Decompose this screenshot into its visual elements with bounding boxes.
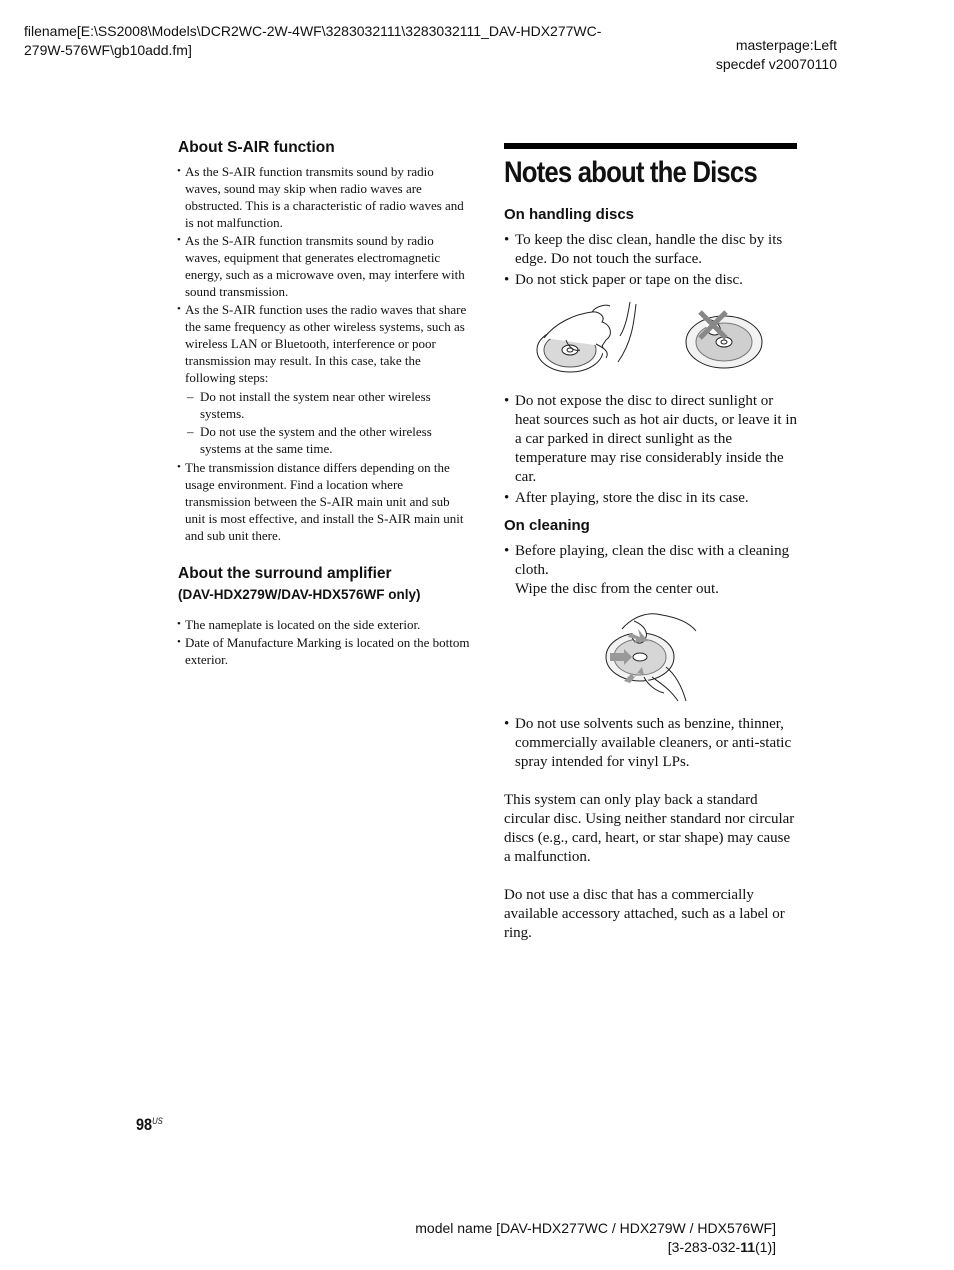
list-item — [504, 542, 798, 599]
sair-steps-list — [185, 388, 472, 457]
list-item: • The nameplate is located on the side exterior. — [178, 616, 472, 633]
list-item-text: As the S-AIR function uses the radio waves that share the same frequency as other wireless systems, such as wireless LAN or Bluetooth, interference or poor transmission may result. In this case, take the following steps: — [185, 302, 467, 385]
page-number-suffix: US — [152, 1116, 163, 1126]
list-item-text: Before playing, clean the disc with a cleaning cloth. — [515, 543, 790, 578]
accessory-note: Do not use a disc that has a commercially available accessory attached, such as a label or ring. — [504, 887, 785, 941]
part-code-bold: 11 — [740, 1239, 755, 1255]
disc-cleaning-drawing — [604, 607, 704, 703]
title-rule — [504, 143, 797, 149]
step-item: – Do not install the system near other wireless systems. — [185, 388, 472, 422]
page-number-value: 98 — [136, 1115, 153, 1134]
disc-handling-illustration — [536, 300, 776, 380]
part-code — [415, 1238, 776, 1257]
right-column — [504, 143, 798, 943]
list-item: • As the S-AIR function transmits sound by radio waves, equipment that generates electromagnetic energy, such as a microwave oven, may interfere with sound transmission. — [178, 232, 472, 300]
left-column — [178, 138, 472, 669]
hand-holding-disc-icon — [537, 302, 636, 372]
model-name: model name [DAV-HDX277WC / HDX279W / HDX576WF] — [415, 1220, 776, 1236]
part-code-suffix: (1)] — [755, 1239, 776, 1255]
page-title: Notes about the Discs — [504, 156, 757, 189]
disc-shape-note: This system can only play back a standard circular disc. Using neither standard nor circular discs (e.g., card, heart, or star shape) may cause a malfunction. — [504, 792, 795, 865]
list-item: • The transmission distance differs depending on the usage environment. Find a location where transmission between the S-AIR main unit and sub unit is most effective, and install the S-AIR main unit and sub unit there. — [178, 459, 472, 544]
amplifier-subheading: (DAV-HDX279W/DAV-HDX576WF only) — [178, 587, 421, 602]
part-code-prefix: [3-283-032- — [667, 1239, 741, 1255]
list-item — [178, 301, 472, 457]
sair-list — [178, 163, 472, 544]
no-touch-disc-icon — [686, 312, 762, 368]
step-item: – Do not use the system and the other wireless systems at the same time. — [185, 423, 472, 457]
list-item: • As the S-AIR function transmits sound by radio waves, sound may skip when radio waves are obstructed. This is a characteristic of radio waves and is not malfunction. — [178, 163, 472, 231]
amplifier-heading: About the surround amplifier — [178, 565, 392, 582]
list-item: • Do not stick paper or tape on the disc. — [504, 271, 798, 290]
list-item: • Date of Manufacture Marking is located on the bottom exterior. — [178, 634, 472, 668]
cleaning-list-b — [504, 715, 798, 772]
file-path-header — [24, 22, 644, 60]
handling-list-b — [504, 392, 798, 508]
list-item: • After playing, store the disc in its case. — [504, 489, 798, 508]
file-path-line-1: filename[E:\SS2008\Models\DCR2WC-2W-4WF\3283032111\3283032111_DAV-HDX277WC- — [24, 23, 602, 39]
list-item: • Do not use solvents such as benzine, thinner, commercially available cleaners, or anti-static spray intended for vinyl LPs. — [504, 715, 798, 772]
list-item: • Do not expose the disc to direct sunlight or heat sources such as hot air ducts, or leave it in a car parked in direct sunlight as the temperature may rise considerably inside the car. — [504, 392, 798, 487]
masterpage-label: masterpage:Left — [735, 37, 837, 53]
amplifier-list — [178, 616, 472, 668]
page-number — [136, 1115, 163, 1135]
handling-heading: On handling discs — [504, 206, 635, 223]
disc-handling-drawing — [536, 300, 776, 380]
sair-heading: About S-AIR function — [178, 139, 335, 156]
specdef-label: specdef v20070110 — [715, 56, 837, 72]
file-path-line-2: 279W-576WF\gb10add.fm] — [24, 42, 192, 58]
cleaning-heading: On cleaning — [504, 517, 590, 534]
model-footer — [415, 1219, 776, 1257]
list-item-continuation: Wipe the disc from the center out. — [515, 581, 719, 597]
handling-list-a — [504, 231, 798, 290]
masterpage-header — [716, 36, 837, 74]
disc-cleaning-illustration — [604, 607, 704, 703]
cleaning-list-a — [504, 542, 798, 599]
list-item: • To keep the disc clean, handle the disc by its edge. Do not touch the surface. — [504, 231, 798, 269]
